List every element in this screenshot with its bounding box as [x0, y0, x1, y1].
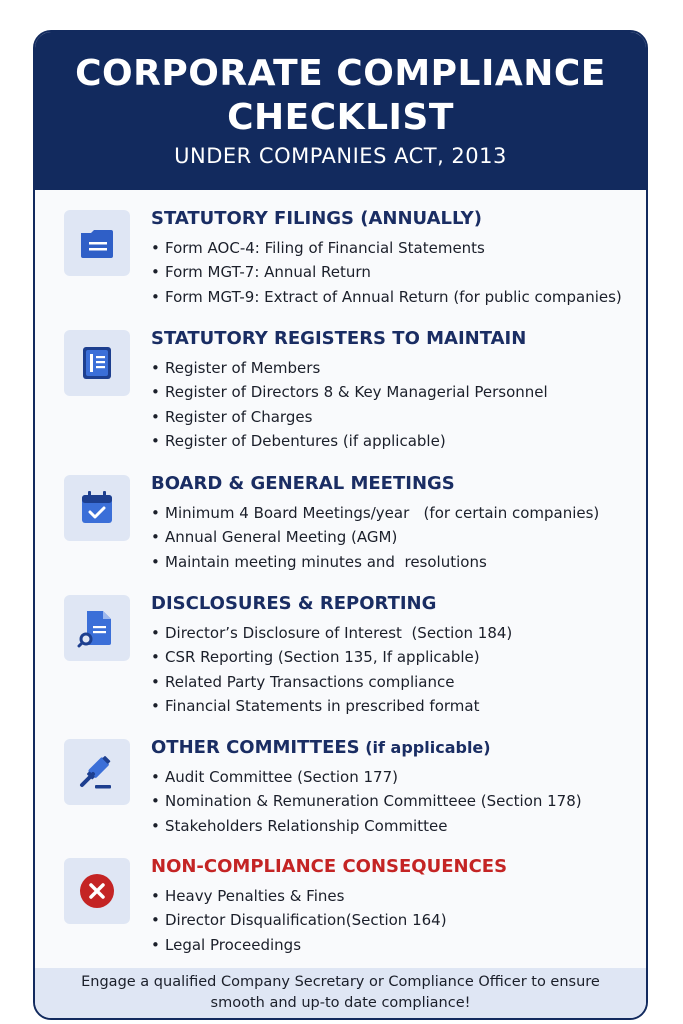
item-text: Related Party Transactions compliance [165, 672, 455, 691]
list-item [151, 405, 548, 429]
item-text: Maintain meeting minutes and resolutions [165, 552, 487, 571]
item-text: Form MGT-7: Annual Return [165, 263, 371, 282]
item-text: Form AOC-4: Filing of Financial Statements [165, 239, 485, 257]
list-item [151, 933, 447, 957]
item-text: Heavy Penalties & Fines [165, 887, 345, 905]
item-text: Register of Members [165, 359, 321, 377]
gavel-icon [64, 739, 130, 805]
bullet: • [151, 504, 160, 522]
item-text: Annual General Meeting (AGM) [165, 528, 398, 547]
list-item [151, 550, 599, 574]
bullet: • [151, 792, 160, 811]
list-item [151, 356, 548, 380]
bullet: • [151, 263, 160, 282]
item-text: Register of Charges [165, 407, 313, 426]
section-title: DISCLOSURES & REPORTING [151, 593, 437, 614]
item-list [151, 621, 512, 718]
item-list [151, 884, 447, 957]
title-line-2: CHECKLIST [227, 97, 454, 138]
item-text: Director Disqualification(Section 164) [165, 911, 447, 930]
item-text: Nomination & Remuneration Committeee (Section 178) [165, 792, 582, 811]
list-item [151, 694, 512, 718]
list-item [151, 260, 622, 284]
footer-note [35, 968, 646, 1018]
item-text: Financial Statements in prescribed format [165, 696, 480, 715]
item-text: CSR Reporting (Section 135, If applicable) [165, 648, 480, 667]
item-text: Audit Committee (Section 177) [165, 768, 398, 786]
bullet: • [151, 768, 160, 786]
bullet: • [151, 407, 160, 426]
footer-line-2: smooth and up-to date compliance! [210, 995, 471, 1011]
section-title [151, 737, 491, 758]
header-banner [35, 32, 646, 190]
item-text: Director’s Disclosure of Interest (Section 184) [165, 624, 513, 642]
bullet: • [151, 911, 160, 930]
list-item [151, 525, 599, 549]
bullet: • [151, 383, 160, 402]
section-title: NON-COMPLIANCE CONSEQUENCES [151, 856, 508, 877]
list-item [151, 765, 582, 789]
bullet: • [151, 287, 160, 306]
item-text: Form MGT-9: Extract of Annual Return (for public companies) [165, 287, 622, 306]
list-item [151, 645, 512, 669]
register-book-icon [64, 330, 130, 396]
list-item [151, 908, 447, 932]
bullet: • [151, 672, 160, 691]
section-title: STATUTORY FILINGS (ANNUALLY) [151, 208, 482, 229]
list-item [151, 814, 582, 838]
list-item [151, 789, 582, 813]
calendar-check-icon [64, 475, 130, 541]
list-item [151, 429, 548, 453]
item-list [151, 236, 622, 309]
document-icon [64, 210, 130, 276]
bullet: • [151, 624, 160, 642]
list-item [151, 670, 512, 694]
bullet: • [151, 935, 160, 954]
document-search-icon [64, 595, 130, 661]
item-list [151, 501, 599, 574]
item-text: Register of Directors 8 & Key Managerial Personnel [165, 383, 548, 402]
section-title-suffix: (if applicable) [359, 738, 491, 757]
list-item [151, 285, 622, 309]
footer-line-1: Engage a qualified Company Secretary or Compliance Officer to ensure [81, 974, 600, 990]
bullet: • [151, 816, 160, 835]
section-title: STATUTORY REGISTERS TO MAINTAIN [151, 328, 527, 349]
section-title: BOARD & GENERAL MEETINGS [151, 473, 455, 494]
item-list [151, 765, 582, 838]
item-text: Stakeholders Relationship Committee [165, 816, 448, 835]
error-x-icon [64, 858, 130, 924]
title-line-1: CORPORATE COMPLIANCE [75, 53, 606, 94]
bullet: • [151, 359, 160, 377]
item-text: Minimum 4 Board Meetings/year (for certain companies) [165, 504, 600, 522]
bullet: • [151, 887, 160, 905]
page-subtitle: UNDER COMPANIES ACT, 2013 [174, 144, 507, 168]
item-text: Legal Proceedings [165, 935, 302, 954]
bullet: • [151, 528, 160, 547]
bullet: • [151, 648, 160, 667]
list-item [151, 501, 599, 525]
bullet: • [151, 696, 160, 715]
list-item [151, 884, 447, 908]
page-title [35, 52, 646, 140]
list-item [151, 621, 512, 645]
list-item [151, 380, 548, 404]
section-title-text: OTHER COMMITTEES [151, 737, 360, 758]
bullet: • [151, 431, 160, 450]
item-list [151, 356, 548, 453]
item-text: Register of Debentures (if applicable) [165, 431, 446, 450]
checklist-card [33, 30, 648, 1020]
bullet: • [151, 552, 160, 571]
list-item [151, 236, 622, 260]
bullet: • [151, 239, 160, 257]
